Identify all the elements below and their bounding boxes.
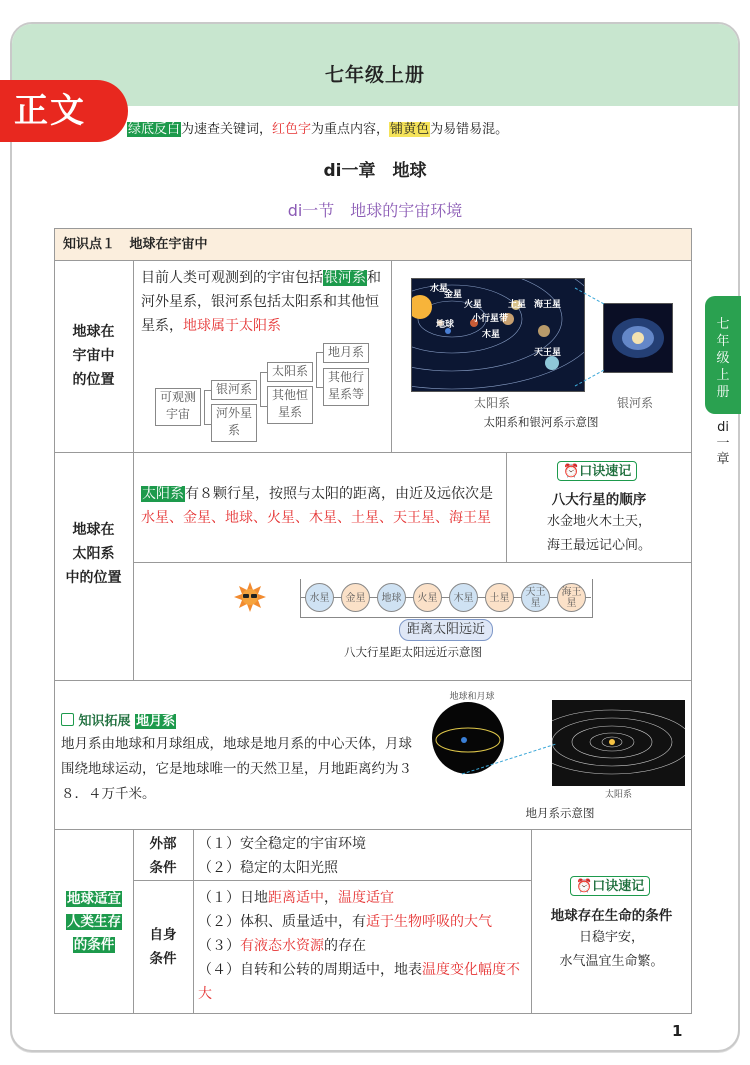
mnemonic-line: 水气温宜生命繁。 — [559, 954, 664, 969]
mnemonic-badge-text: 口诀速记 — [579, 464, 632, 479]
internal-label-line: 条件 — [149, 951, 177, 967]
tree-earth-moon: 地月系 — [323, 343, 369, 363]
internal-label-line: 自身 — [149, 927, 177, 943]
row2-text — [141, 482, 503, 530]
internal-item: （１）日地距离适中，温度适宜 — [198, 890, 394, 906]
external-item: （１）安全稳定的宇宙环境 — [198, 836, 366, 852]
mnemonic-line: 日稳宇安， — [578, 930, 644, 945]
side-grade-tab: 七 年 级 上 册 — [705, 296, 741, 414]
side-chapter-label: di 一 章 — [716, 420, 730, 467]
image-label-uranus: 天王星 — [534, 348, 562, 358]
external-conditions-label — [133, 832, 193, 880]
row1-text-a: 目前人类可观测到的宇宙包括 — [141, 270, 323, 286]
column-divider — [391, 260, 392, 452]
tree-bracket — [204, 390, 211, 425]
planet-circle: 水星 — [305, 583, 334, 612]
zoom-lines — [570, 282, 610, 392]
zoom-line — [460, 730, 560, 780]
row4-label-line: 人类生存 — [67, 914, 121, 930]
page-number: 1 — [672, 1022, 683, 1040]
planet-circle: 火星 — [413, 583, 442, 612]
image-label-mercury: 水星 — [430, 284, 449, 294]
external-label-line: 外部 — [149, 836, 177, 852]
knowledge-point-label: 知识点１ — [63, 237, 116, 252]
row-divider — [133, 562, 692, 563]
earth-moon-label: 地球和月球 — [449, 692, 495, 702]
tree-solar-system: 太阳系 — [267, 362, 313, 382]
row2-text-highlight: 太阳系 — [142, 486, 184, 502]
expand-label: 知识拓展 — [78, 714, 131, 729]
internal-conditions — [198, 886, 528, 1006]
row1-label-line: 的位置 — [72, 372, 115, 388]
mnemonic-badge — [557, 461, 637, 481]
chapter-title: di一章 地球 — [323, 161, 427, 181]
column-divider — [133, 260, 134, 680]
legend-green-term: 绿底反白 — [128, 122, 181, 137]
row3-caption: 地月系示意图 — [525, 806, 595, 820]
row3-text: 地月系由地球和月球组成，地球是地月系的中心天体，月球围绕地球运动，它是地球唯一的天然卫星，月地距离约为３８．４万千米。 — [61, 736, 412, 802]
solar-system-image — [411, 278, 585, 392]
tree-other-stars: 其他恒星系 — [267, 386, 313, 424]
tree-galaxy: 银河系 — [211, 380, 257, 400]
section-tab: 正文 — [0, 80, 128, 142]
mnemonic-badge-text: 口诀速记 — [592, 879, 645, 894]
legend-red-term: 红色字 — [272, 122, 312, 137]
tree-bracket — [260, 372, 267, 407]
knowledge-point-title: 地球在宇宙中 — [129, 237, 208, 252]
row4-label-line: 地球适宜 — [67, 891, 121, 907]
row2-text-a: 有８颗行星，按照与太阳的距离，由近及远依次是 — [185, 486, 493, 502]
tree-other-galaxies: 河外星系 — [211, 404, 257, 442]
knowledge-point-header — [54, 228, 692, 261]
external-item: （２）稳定的太阳光照 — [198, 860, 338, 876]
alarm-clock-icon: ⏰ — [563, 464, 580, 479]
legend-yellow-desc: 为易错易混。 — [430, 122, 509, 137]
planet-circle: 海王星 — [557, 583, 586, 612]
row1-text-red: 地球属于太阳系 — [183, 318, 281, 334]
planet-circle: 金星 — [341, 583, 370, 612]
knowledge-expand-header — [61, 710, 176, 729]
external-conditions — [198, 832, 528, 880]
row1-label — [54, 320, 133, 392]
image-label-asteroid-belt: 小行星带 — [472, 314, 509, 324]
row2-label-line: 地球在 — [72, 522, 115, 538]
solar-orbits-label: 太阳系 — [604, 790, 632, 800]
planet-circle: 天王星 — [521, 583, 550, 612]
row4-label-line: 的条件 — [73, 937, 115, 953]
internal-item: （２）体积、质量适中，有适于生物呼吸的大气 — [198, 914, 492, 930]
legend-red-desc: 为重点内容， — [311, 122, 390, 137]
image-label-venus: 金星 — [444, 290, 463, 300]
planet-circle: 土星 — [485, 583, 514, 612]
row2-diagram-caption: 八大行星距太阳远近示意图 — [344, 645, 482, 659]
mnemonic-badge — [570, 876, 650, 896]
image-label-earth: 地球 — [436, 320, 455, 330]
mnemonic-line: 海王最远记心间。 — [546, 538, 651, 553]
external-label-line: 条件 — [149, 860, 177, 876]
row2-label-line: 太阳系 — [72, 546, 115, 562]
row1-image-caption: 太阳系和银河系示意图 — [483, 415, 599, 429]
mnemonic-body — [506, 510, 692, 558]
column-divider — [193, 829, 194, 1014]
alarm-clock-icon: ⏰ — [576, 879, 593, 894]
solar-system-label: 太阳系 — [474, 396, 511, 410]
expand-term: 地月系 — [136, 714, 176, 729]
galaxy-label: 银河系 — [617, 396, 654, 410]
row-divider — [54, 680, 692, 681]
planet-circle: 地球 — [377, 583, 406, 612]
tree-other-planets: 其他行星系等 — [323, 368, 369, 406]
legend-yellow-term: 铺黄色 — [390, 122, 430, 137]
mnemonic-title: 八大行星的顺序 — [551, 492, 647, 508]
row-divider — [54, 829, 692, 830]
legend-line — [127, 118, 508, 137]
mnemonic-line: 水金地火木土天， — [546, 514, 651, 529]
sun-icon — [232, 582, 268, 612]
row2-label — [54, 518, 133, 590]
distance-label-box: 距离太阳远近 — [399, 619, 493, 641]
solar-orbits-image — [552, 700, 685, 786]
tree-root: 可观测宇宙 — [155, 388, 201, 426]
image-label-saturn: 土星 — [508, 300, 527, 310]
row1-text-b: 和河外星系，银河系包括太阳系和其他恒星系， — [141, 270, 381, 334]
internal-conditions-label — [133, 923, 193, 971]
row-divider — [54, 452, 692, 453]
row2-label-line: 中的位置 — [65, 570, 122, 586]
mnemonic-title: 地球存在生命的条件 — [550, 908, 673, 924]
planet-circle: 木星 — [449, 583, 478, 612]
galaxy-image — [603, 303, 673, 373]
tree-bracket — [316, 352, 323, 388]
row2-planets-red: 水星、金星、地球、火星、木星、土星、天王星、海王星 — [141, 510, 491, 526]
galaxy-picture — [604, 304, 672, 372]
section-title: di一节 地球的宇宙环境 — [287, 201, 463, 220]
row4-label — [62, 888, 126, 957]
mnemonic-body — [531, 926, 692, 974]
internal-item: （３）有液态水资源的存在 — [198, 938, 366, 954]
image-label-jupiter: 木星 — [482, 330, 501, 340]
image-label-mars: 火星 — [464, 300, 483, 310]
image-label-neptune: 海王星 — [534, 300, 562, 310]
row1-label-line: 地球在 — [72, 324, 115, 340]
row1-text — [141, 266, 387, 338]
book-title: 七年级上册 — [324, 64, 425, 86]
legend-green-desc: 为速查关键词， — [181, 122, 273, 137]
row1-text-highlight: 银河系 — [324, 270, 366, 286]
internal-item: （４）自转和公转的周期适中，地表温度变化幅度不大 — [198, 962, 520, 1002]
row1-label-line: 宇宙中 — [72, 348, 115, 364]
book-icon — [61, 713, 74, 726]
